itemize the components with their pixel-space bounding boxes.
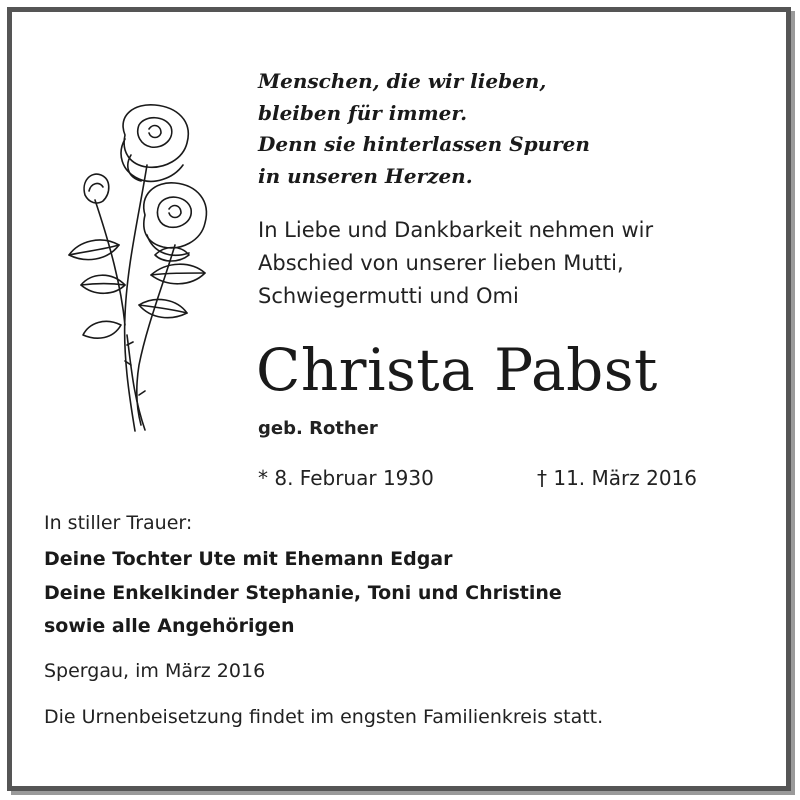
mourner-line: Deine Tochter Ute mit Ehemann Edgar (44, 548, 453, 570)
funeral-note: Die Urnenbeisetzung findet im engsten Familienkreis statt. (44, 706, 604, 728)
intro-text (258, 214, 758, 313)
mourners-list (44, 543, 562, 644)
rose-illustration (55, 95, 225, 435)
mourner-line: Deine Enkelkinder Stephanie, Toni und Christine (44, 581, 562, 604)
intro-line: Abschied von unserer lieben Mutti, (258, 251, 624, 275)
motto-line: Menschen, die wir lieben, (258, 69, 547, 93)
mourner-line: sowie alle Angehörigen (44, 615, 295, 637)
motto-line: Denn sie hinterlassen Spuren (258, 132, 590, 156)
birth-date: * 8. Februar 1930 (258, 466, 434, 490)
motto-line: bleiben für immer. (258, 100, 468, 125)
mourners-label: In stiller Trauer: (44, 512, 193, 534)
motto (258, 66, 758, 192)
death-date: † 11. März 2016 (537, 466, 698, 490)
deceased-name: Christa Pabst (256, 336, 658, 404)
intro-line: Schwiegermutti und Omi (258, 284, 519, 308)
place-date: Spergau, im März 2016 (44, 660, 266, 682)
maiden-name: geb. Rother (258, 418, 378, 439)
motto-line: in unseren Herzen. (258, 163, 473, 188)
intro-line: In Liebe und Dankbarkeit nehmen wir (258, 218, 654, 242)
